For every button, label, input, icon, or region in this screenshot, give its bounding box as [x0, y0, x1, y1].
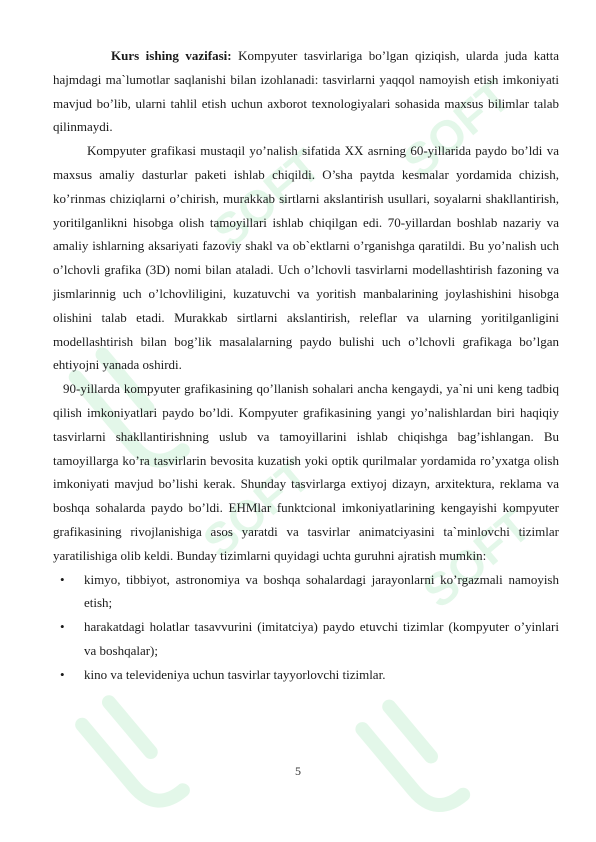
bullet-icon: •: [60, 619, 65, 635]
page-body: [53, 44, 559, 687]
paragraph-intro: [53, 44, 559, 139]
paragraph-nineties: 90-yillarda kompyuter grafikasining qo’llanish sohalari ancha kengaydi, ya`ni uni keng tadbiq qilish imkoniyatlari paydo bo’ldi. Kompyuter grafikasining yangi yo’nalishlardan biri haqiqiy tasvirlarni shakllantirishning uslub va tamoyillarini ishlab chiqishga bag’ishlangan. Bu tamoyillarga ko’ra tasvirlarin bevosita kuzatish yoki optik qurilmalar yordamida ro’yxatga olish imkoniyati mavjud bo’lishi kerak. Shunday tasvirlarga extiyoj dizayn, arxitektura, reklama va boshqa sohalarda paydo bo’ldi. EHMlar funktcional imkoniyatlarining kengayishi kompyuter grafikasining rivojlanishiga asos yaratdi va tasvirlar animatciyasini ta`minlovchi tizimlar yaratilishiga olib keldi. Bunday tizimlarni quyidagi uchta guruhni ajratish mumkin:: [53, 381, 559, 563]
intro-heading: Kurs ishing vazifasi:: [111, 48, 232, 63]
intro-text: Kompyuter tasvirlariga bo’lgan qiziqish, ularda juda katta hajmdagi ma`lumotlar saqlanishi bilan izohlanadi: tasvirlarni yaqqol namoyish etish imkoniyati mavjud bo’lib, ularni tahlil etish uchun axborot texnologiyalari sohasida maxsus bilimlar talab qilinmaydi.: [53, 48, 560, 135]
list-item: • harakatdagi holatlar tasavvurini (imitatciya) paydo etuvchi tizimlar (kompyuter o’yinlari va boshqalar);: [53, 615, 559, 663]
page-number: 5: [295, 764, 301, 778]
list-item: • kimyo, tibbiyot, astronomiya va boshqa sohalardagi jarayonlarni ko’rgazmali namoyish etish;: [53, 568, 559, 616]
svg-text:SOFT: SOFT: [413, 498, 541, 618]
bullet-list: [53, 568, 559, 687]
bullet-icon: •: [60, 666, 65, 682]
svg-text:SOFT: SOFT: [393, 68, 521, 188]
svg-text:SOFT: SOFT: [193, 448, 321, 568]
watermark-text: SOFT: [203, 138, 331, 258]
list-item: • kino va televideniya uchun tasvirlar tayyorlovchi tizimlar.: [53, 663, 559, 687]
paragraph-history: Kompyuter grafikasi mustaqil yo’nalish sifatida XX asrning 60-yillarida paydo bo’ldi va maxsus amaliy dasturlar paketi ishlab chiqildi. O’sha paytda kesmalar yordamida chizish, ko’rinmas chiziqlarni o’chirish, murakkab sirtlarni akslantirish usullari, soyalarni shakllantirish, yoritilganlikni hisobga olish tamoyillari ishlab chiqilgan edi. 70-yillardan boshlab nazariy va amaliy ishlarning aksariyati fazoviy shakl va ob`ektlarni o’rganishga qaratildi. Bu yo’nalish uch o’lchovli grafika (3D) nomi bilan ataladi. Uch o’lchovli tasvirlarni modellashtirish fazoning va jismlarinnig uch o’lchovliligini, kuzatuvchi va yoritish manbalarining joylashishini hisobga olishini talab etadi. Murakkab sirtlarni akslantirish, releflar va ularning yoritilganligini modellashtirish bilan bog’lik masalalarning paydo bulishi uch o’lchovli grafikaga bo’lgan ehtiyojni yanada oshirdi.: [53, 143, 559, 373]
bullet-icon: •: [60, 571, 65, 587]
